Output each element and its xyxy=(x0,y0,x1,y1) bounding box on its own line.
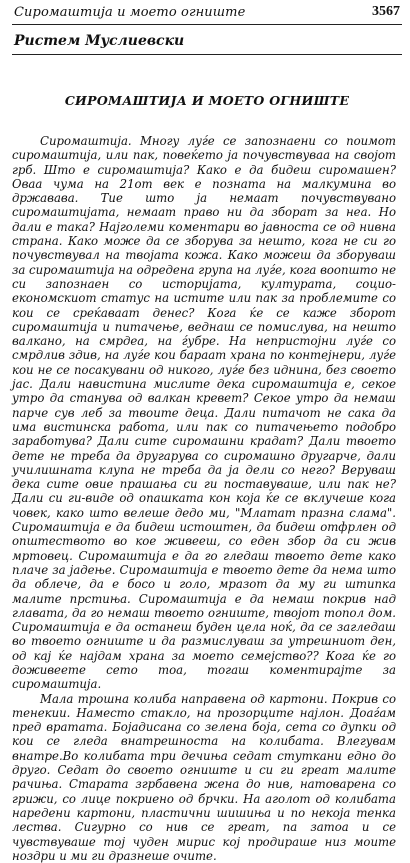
running-head xyxy=(12,0,402,25)
paragraph: Мала трошна колиба направена од картони. Покрив со тенекии. Наместо стакло, на прозорците најлон. Доаѓам пред вратата. Бојадисана со зелена боја, сета со дупки од кои се гледа внатрешноста на колибата. Влегувам внатре.Во колибата три дечиња седат стуткани едно до друго. Седат до своето огниште и си ги греат малите рачиња. Старата згрбавена жена до нив, натоварена со грижи, со лице покриено од брчки. На аголот од колибата наредени картони, пластични шишиња и по некоја тенка лества. Сигурно со нив се греат, па затоа и се чувствуваше тој чуден мирис кој продираше низ моите ноздри и ми ги дразнеше очите. xyxy=(12,691,396,863)
running-head-title: Сиромаштија и моето огниште xyxy=(14,5,246,20)
article-body xyxy=(12,134,402,863)
paragraph: Сиромаштија. Многу луѓе се запознаени со поимот сиромаштија, или пак, повеќето ја почувствуваа на својот грб. Што е сиромаштија? Како е да бидеш сиромашен? Оваа чума на 21от век е позната на малкумина во државава. Тие што ја немаат почувствувано сиромаштијата, немаат право ни да зборат за неа. Но дали е така? Најголеми коментари во јавноста се од нивна страна. Како може да се зборува за нешто, кога не си го почувствувал на твојата кожа. Како можеш да зборуваш за сиромаштија на одредена група на луѓе, кога воопшто не си запознаен со историјата, културата, социо-економскиот статус на истите или пак за проблемите со кои се среќаваат денес? Кога ќе се каже зборот сиромаштија и питачење, веднаш се помислува, на нешто валкано, на смрдеа, на ѓубре. На непристојни луѓе со смрдлив здив, на луѓе кои бараат храна по контејнери, луѓе кои не се посакувани од никого, луѓе без иднина, без своето јас. Дали навистина мислите дека сиромаштија е, секое утро да станува од валкан кревет? Секое утро да немаш парче сув леб за твоите деца. Дали питачот не сака да има вистинска работа, или пак со питачењето подобро заработува? Дали сите сиромашни крадат? Дали твоето дете не треба да другарува со сиромашно другарче, дали училишната клупа не треба да ја дели со него? Веруваш дека сите овие прашања си ги поставуваше, или пак не? Дали си ги-виде од опашката кон која ќе се вклучеше кога човек, како што велеше дедо ми, "Млатат празна слама". Сиромаштија е да бидеш истоштен, да бидеш отфрлен од општеството во кое живееш, со еден збор да си жив мртовец. Сиромаштија е да го гледаш твоето дете како плаче за јадење. Сиромаштија е твоето дете да нема што да облече, да е босо и голо, мразот да му ги штипка малите прстиња. Сиромаштија е да немаш покрив над главата, да го немаш твоето огниште, твојот топол дом. Сиромаштија е да останеш буден цела ноќ, да се загледаш во твоето огниште и да размислуваш за утрешниот ден, од кај ќе најдам храна за моето семејство?? Кога ќе го доживеете сето тоа, тогаш коментирајте за сиромаштија. xyxy=(12,134,396,692)
author-name: Ристем Муслиевски xyxy=(14,33,185,49)
article-title: СИРОМАШТИЈА И МОЕТО ОГНИШТЕ xyxy=(64,93,350,108)
page-number: 3567 xyxy=(372,4,400,19)
author-row xyxy=(12,28,402,55)
